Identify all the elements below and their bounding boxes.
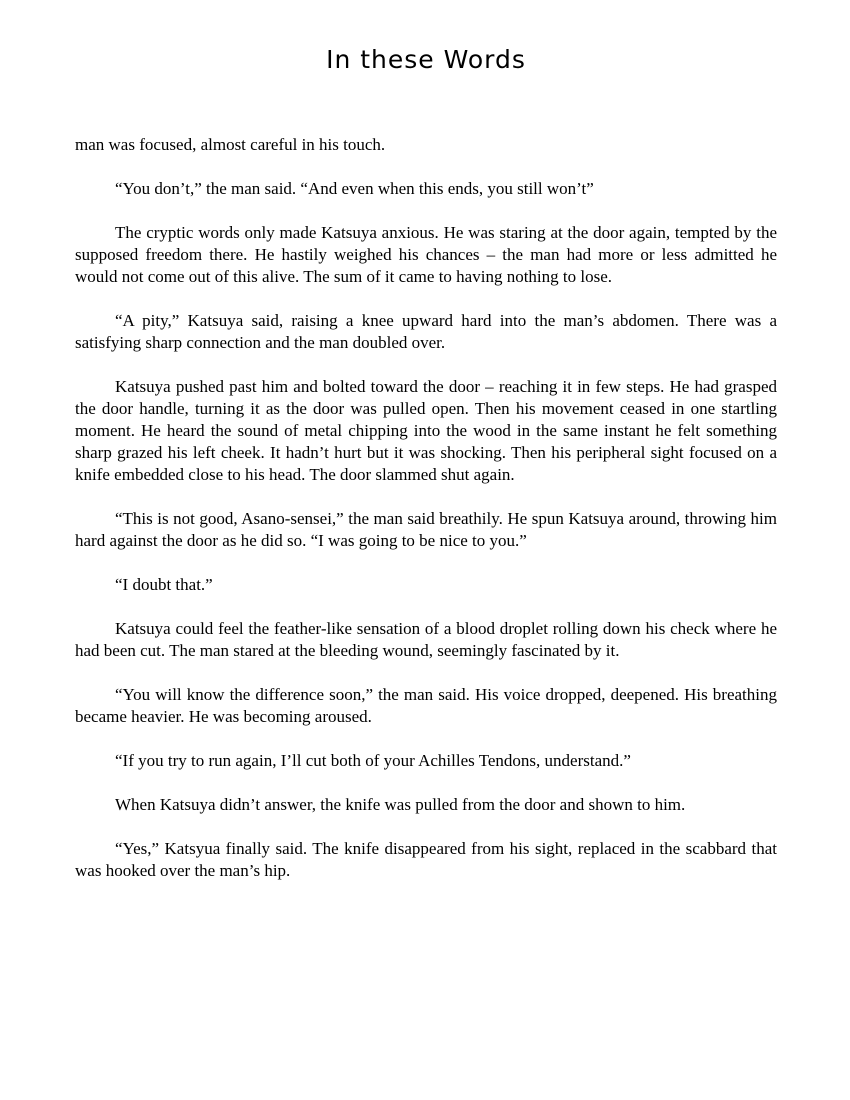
- paragraph: “You don’t,” the man said. “And even when this ends, you still won’t”: [115, 179, 594, 198]
- paragraph: The cryptic words only made Katsuya anxious. He was staring at the door again, tempted by the supposed freedom there. He hastily weighed his chances – the man had more or less admitted he would not come out of this alive. The sum of it came to having nothing to lose.: [75, 223, 777, 286]
- paragraph: man was focused, almost careful in his touch.: [75, 135, 386, 154]
- paragraph: “Yes,” Katsyua finally said. The knife disappeared from his sight, replaced in the scabbard that was hooked over the man’s hip.: [75, 839, 777, 880]
- paragraph: “I doubt that.”: [115, 575, 213, 594]
- paragraph: When Katsuya didn’t answer, the knife was pulled from the door and shown to him.: [115, 795, 686, 814]
- paragraph: “You will know the difference soon,” the man said. His voice dropped, deepened. His breathing became heavier. He was becoming aroused.: [75, 685, 777, 726]
- paragraph: “This is not good, Asano-sensei,” the man said breathily. He spun Katsuya around, throwing him hard against the door as he did so. “I was going to be nice to you.”: [75, 509, 777, 550]
- paragraph: Katsuya pushed past him and bolted toward the door – reaching it in few steps. He had grasped the door handle, turning it as the door was pulled open. Then his movement ceased in one startling moment. He heard the sound of metal chipping into the wood in the same instant he felt something sharp grazed his left cheek. It hadn’t hurt but it was shocking. Then his peripheral sight focused on a knife embedded close to his head. The door slammed shut again.: [75, 377, 777, 484]
- paragraph: Katsuya could feel the feather-like sensation of a blood droplet rolling down his check where he had been cut. The man stared at the bleeding wound, seemingly fascinated by it.: [75, 619, 777, 660]
- paragraph: “A pity,” Katsuya said, raising a knee upward hard into the man’s abdomen. There was a satisfying sharp connection and the man doubled over.: [75, 311, 777, 352]
- page-title: In these Words: [326, 45, 526, 74]
- paragraph: “If you try to run again, I’ll cut both of your Achilles Tendons, understand.”: [115, 751, 631, 770]
- document-body: [75, 134, 777, 882]
